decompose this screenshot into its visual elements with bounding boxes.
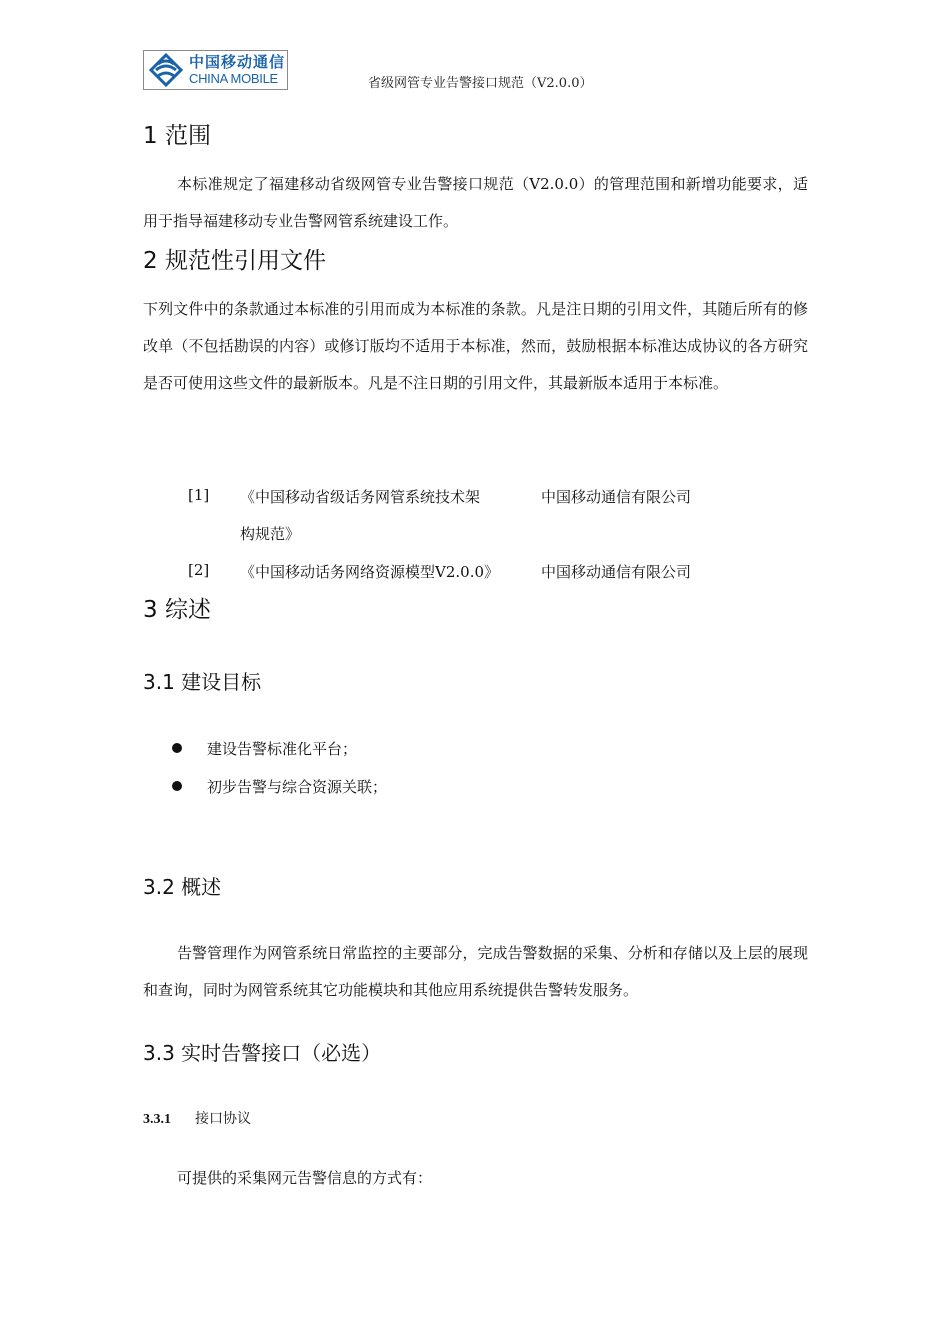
ref-1-title-cont: 构规范》 — [240, 525, 301, 543]
ref-2-org: 中国移动通信有限公司 — [541, 563, 692, 581]
section-2-heading: 2 规范性引用文件 — [143, 248, 326, 274]
logo-chinese: 中国移动通信 — [189, 53, 286, 71]
bullet-dot-icon — [172, 781, 182, 791]
bullet-item-2: 初步告警与综合资源关联； — [207, 778, 388, 796]
section-3-heading: 3 综述 — [143, 597, 211, 623]
header-title: 省级网管专业告警接口规范（V2.0.0） — [368, 76, 593, 91]
ref-2-title: 《中国移动话务网络资源模型V2.0.0》 — [240, 563, 500, 581]
bullet-dot-icon — [172, 743, 182, 753]
ref-1-org: 中国移动通信有限公司 — [541, 488, 692, 506]
logo-text — [189, 55, 285, 85]
bullet-item-1: 建设告警标准化平台； — [207, 740, 358, 758]
ref-1-number: [1] — [188, 486, 210, 504]
section-3-3-heading: 3.3 实时告警接口（必选） — [143, 1041, 382, 1065]
section-3-2-heading: 3.2 概述 — [143, 875, 222, 899]
section-2-text: 下列文件中的条款通过本标准的引用而成为本标准的条款。凡是注日期的引用文件，其随后所有的修改单（不包括勘误的内容）或修订版均不适用于本标准，然而，鼓励根据本标准达成协议的各方研究是否可使用这些文件的最新版本。凡是不注日期的引用文件，其最新版本适用于本标准。 — [143, 300, 808, 392]
section-3-3-1-heading — [143, 1108, 251, 1128]
china-mobile-emblem-icon — [146, 52, 186, 88]
section-1-text: 本标准规定了福建移动省级网管专业告警接口规范（V2.0.0）的管理范围和新增功能要求，适用于指导福建移动专业告警网管系统建设工作。 — [143, 175, 808, 230]
section-3-2-text: 告警管理作为网管系统日常监控的主要部分，完成告警数据的采集、分析和存储以及上层的展现和查询，同时为网管系统其它功能模块和其他应用系统提供告警转发服务。 — [143, 944, 808, 999]
logo-english: CHINA MOBILE — [189, 71, 278, 86]
section-3-3-1-number: 3.3.1 — [143, 1112, 171, 1127]
section-3-3-1-text: 可提供的采集网元告警信息的方式有： — [177, 1169, 433, 1187]
china-mobile-logo — [143, 50, 288, 90]
section-1-heading: 1 范围 — [143, 123, 211, 149]
section-3-1-heading: 3.1 建设目标 — [143, 670, 262, 694]
section-3-3-1-title: 接口协议 — [195, 1111, 251, 1127]
ref-1-title: 《中国移动省级话务网管系统技术架 — [240, 488, 481, 506]
ref-2-number: [2] — [188, 561, 210, 579]
